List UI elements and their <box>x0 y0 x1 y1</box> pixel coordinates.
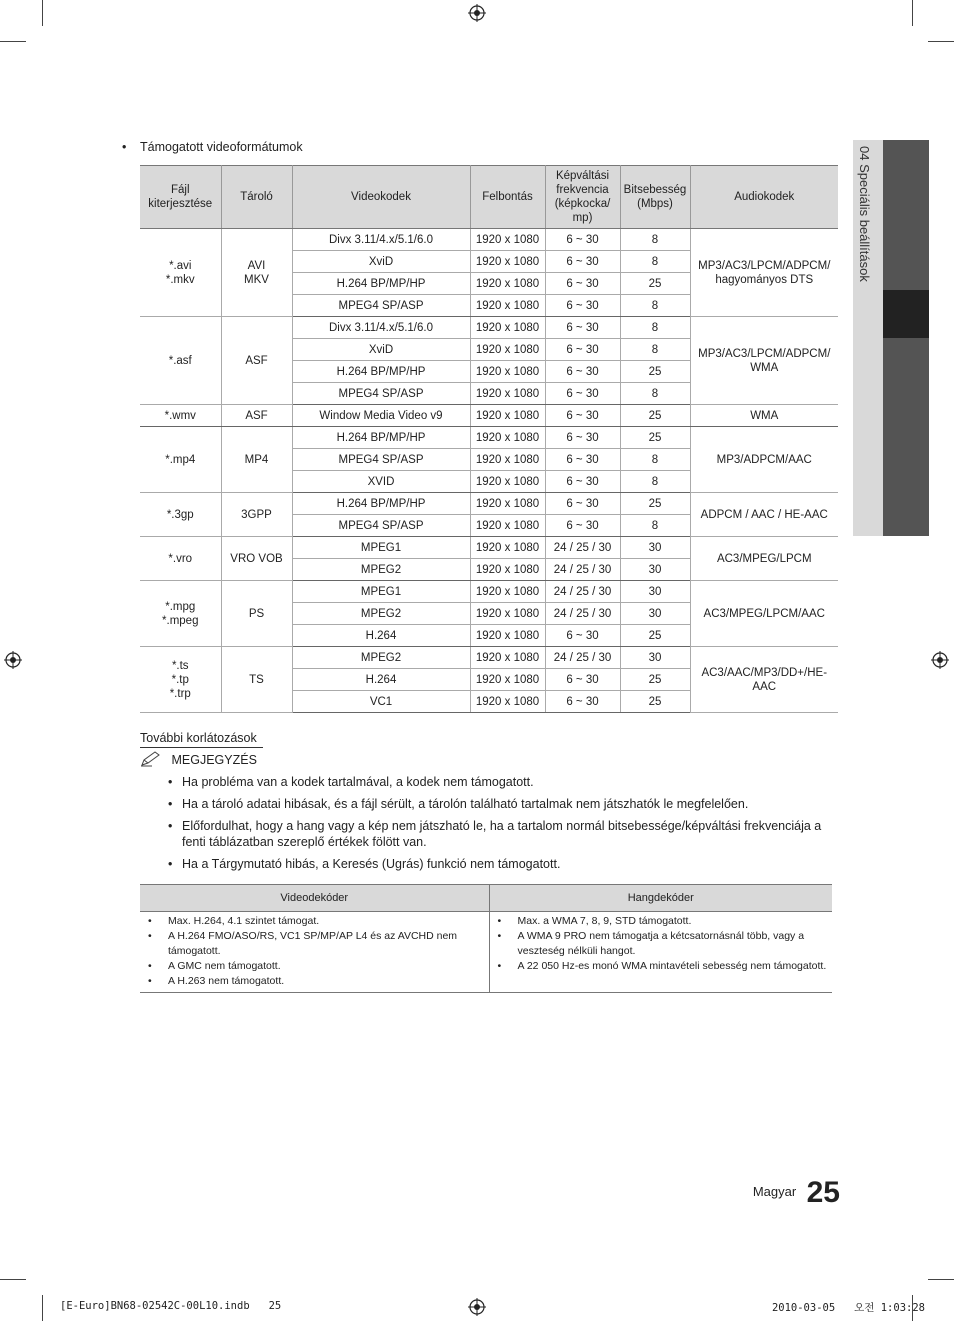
cell-video-codec: MPEG2 <box>292 647 470 669</box>
cell-frame-rate: 6 ~ 30 <box>545 361 620 383</box>
cell-video-codec: MPEG2 <box>292 603 470 625</box>
cell-bitrate: 8 <box>620 471 690 493</box>
cell-resolution: 1920 x 1080 <box>470 625 545 647</box>
cell-video-codec: H.264 BP/MP/HP <box>292 427 470 449</box>
cell-extension: *.asf <box>140 317 221 405</box>
cell-extension: *.mpg *.mpeg <box>140 581 221 647</box>
file-info: [E-Euro]BN68-02542C-00L10.indb 25 <box>60 1300 282 1312</box>
table-row <box>140 581 838 603</box>
list-item: • A 22 050 Hz-es monó WMA mintavételi sebesség nem támogatott. <box>498 959 829 974</box>
restrictions-heading: További korlátozások <box>140 731 263 748</box>
cell-container: VRO VOB <box>221 537 292 581</box>
cell-container: ASF <box>221 405 292 427</box>
audio-decoder-cell <box>489 912 832 993</box>
list-item: • A WMA 9 PRO nem támogatja a kétcsatornásnál több, vagy a veszteség nélküli hangot. <box>498 929 829 959</box>
cell-resolution: 1920 x 1080 <box>470 229 545 251</box>
cell-bitrate: 25 <box>620 493 690 515</box>
cell-video-codec: XviD <box>292 251 470 273</box>
cell-frame-rate: 6 ~ 30 <box>545 405 620 427</box>
cell-resolution: 1920 x 1080 <box>470 317 545 339</box>
cell-frame-rate: 24 / 25 / 30 <box>545 581 620 603</box>
header-frame-rate: Képváltási frekvencia (képkocka/ mp) <box>545 166 620 229</box>
cell-video-codec: VC1 <box>292 691 470 713</box>
cell-resolution: 1920 x 1080 <box>470 493 545 515</box>
cell-resolution: 1920 x 1080 <box>470 515 545 537</box>
crop-mark <box>928 41 954 42</box>
cell-resolution: 1920 x 1080 <box>470 537 545 559</box>
page-number: 25 <box>806 1176 840 1209</box>
cell-frame-rate: 6 ~ 30 <box>545 449 620 471</box>
note-header <box>140 751 257 767</box>
cell-audio-codec: MP3/AC3/LPCM/ADPCM/ WMA <box>690 317 838 405</box>
header-bitrate: Bitsebesség (Mbps) <box>620 166 690 229</box>
cell-resolution: 1920 x 1080 <box>470 339 545 361</box>
cell-bitrate: 30 <box>620 559 690 581</box>
cell-frame-rate: 6 ~ 30 <box>545 295 620 317</box>
cell-container: PS <box>221 581 292 647</box>
cell-resolution: 1920 x 1080 <box>470 273 545 295</box>
cell-bitrate: 8 <box>620 449 690 471</box>
cell-frame-rate: 24 / 25 / 30 <box>545 647 620 669</box>
page-footer <box>700 1176 840 1210</box>
cell-video-codec: MPEG4 SP/ASP <box>292 515 470 537</box>
cell-video-codec: Divx 3.11/4.x/5.1/6.0 <box>292 317 470 339</box>
cell-audio-codec: AC3/MPEG/LPCM <box>690 537 838 581</box>
cell-resolution: 1920 x 1080 <box>470 361 545 383</box>
cell-extension: *.wmv <box>140 405 221 427</box>
cell-video-codec: MPEG1 <box>292 537 470 559</box>
table-row <box>140 317 838 339</box>
cell-bitrate: 8 <box>620 229 690 251</box>
cell-bitrate: 8 <box>620 251 690 273</box>
section-title: • Támogatott videoformátumok <box>122 140 303 154</box>
registration-mark-icon <box>931 651 949 669</box>
cell-video-codec: Window Media Video v9 <box>292 405 470 427</box>
cell-bitrate: 8 <box>620 295 690 317</box>
cell-audio-codec: AC3/AAC/MP3/DD+/HE-AAC <box>690 647 838 713</box>
list-item: • Ha a Tárgymutató hibás, a Keresés (Ugrás) funkció nem támogatott. <box>168 856 838 872</box>
cell-resolution: 1920 x 1080 <box>470 295 545 317</box>
cell-frame-rate: 6 ~ 30 <box>545 625 620 647</box>
cell-video-codec: MPEG1 <box>292 581 470 603</box>
table-row <box>140 427 838 449</box>
cell-resolution: 1920 x 1080 <box>470 559 545 581</box>
cell-bitrate: 8 <box>620 317 690 339</box>
cell-resolution: 1920 x 1080 <box>470 405 545 427</box>
cell-video-codec: Divx 3.11/4.x/5.1/6.0 <box>292 229 470 251</box>
cell-video-codec: H.264 BP/MP/HP <box>292 493 470 515</box>
chapter-label: 04 Speciális beállítások <box>857 146 872 282</box>
cell-video-codec: H.264 BP/MP/HP <box>292 273 470 295</box>
cell-bitrate: 25 <box>620 625 690 647</box>
cell-frame-rate: 6 ~ 30 <box>545 339 620 361</box>
cell-resolution: 1920 x 1080 <box>470 647 545 669</box>
cell-video-codec: H.264 BP/MP/HP <box>292 361 470 383</box>
cell-bitrate: 30 <box>620 581 690 603</box>
cell-resolution: 1920 x 1080 <box>470 603 545 625</box>
cell-bitrate: 25 <box>620 405 690 427</box>
cell-extension: *.mp4 <box>140 427 221 493</box>
cell-bitrate: 25 <box>620 427 690 449</box>
list-item: • A H.263 nem támogatott. <box>148 974 485 989</box>
note-label: MEGJEGYZÉS <box>171 753 257 767</box>
cell-extension: *.vro <box>140 537 221 581</box>
list-item: • A GMC nem támogatott. <box>148 959 485 974</box>
decoder-table <box>140 884 832 993</box>
crop-mark <box>912 0 913 26</box>
cell-video-codec: H.264 <box>292 625 470 647</box>
restrictions-list <box>168 774 838 878</box>
cell-bitrate: 30 <box>620 537 690 559</box>
table-row <box>140 493 838 515</box>
list-item: • A H.264 FMO/ASO/RS, VC1 SP/MP/AP L4 és az AVCHD nem támogatott. <box>148 929 485 959</box>
cell-video-codec: MPEG4 SP/ASP <box>292 449 470 471</box>
cell-bitrate: 25 <box>620 669 690 691</box>
cell-resolution: 1920 x 1080 <box>470 449 545 471</box>
header-extension: Fájl kiterjesztése <box>140 166 221 229</box>
list-item: • Max. a WMA 7, 8, 9, STD támogatott. <box>498 914 829 929</box>
cell-container: ASF <box>221 317 292 405</box>
video-format-table <box>140 165 838 713</box>
cell-frame-rate: 6 ~ 30 <box>545 427 620 449</box>
cell-bitrate: 30 <box>620 603 690 625</box>
footer-language: Magyar <box>752 1184 797 1199</box>
header-audio-codec: Audiokodek <box>690 166 838 229</box>
header-video-codec: Videokodek <box>292 166 470 229</box>
video-decoder-cell <box>140 912 489 993</box>
cell-frame-rate: 6 ~ 30 <box>545 515 620 537</box>
crop-mark <box>0 1279 26 1280</box>
cell-bitrate: 25 <box>620 273 690 295</box>
crop-mark <box>42 1295 43 1321</box>
crop-mark <box>928 1279 954 1280</box>
cell-video-codec: MPEG4 SP/ASP <box>292 295 470 317</box>
cell-container: AVI MKV <box>221 229 292 317</box>
list-item: • Ha probléma van a kodek tartalmával, a kodek nem támogatott. <box>168 774 838 790</box>
cell-video-codec: XVID <box>292 471 470 493</box>
chapter-side-tab <box>853 140 929 536</box>
cell-resolution: 1920 x 1080 <box>470 383 545 405</box>
audio-decoder-header: Hangdekóder <box>489 885 832 912</box>
table-row <box>140 647 838 669</box>
cell-bitrate: 8 <box>620 383 690 405</box>
cell-audio-codec: MP3/AC3/LPCM/ADPCM/ hagyományos DTS <box>690 229 838 317</box>
cell-extension: *.avi *.mkv <box>140 229 221 317</box>
cell-frame-rate: 6 ~ 30 <box>545 383 620 405</box>
cell-bitrate: 30 <box>620 647 690 669</box>
table-row <box>140 405 838 427</box>
header-container: Tároló <box>221 166 292 229</box>
cell-bitrate: 8 <box>620 339 690 361</box>
cell-audio-codec: AC3/MPEG/LPCM/AAC <box>690 581 838 647</box>
header-resolution: Felbontás <box>470 166 545 229</box>
table-row <box>140 229 838 251</box>
cell-container: 3GPP <box>221 493 292 537</box>
cell-resolution: 1920 x 1080 <box>470 581 545 603</box>
video-decoder-header: Videodekóder <box>140 885 489 912</box>
registration-mark-icon <box>468 4 486 22</box>
cell-frame-rate: 6 ~ 30 <box>545 229 620 251</box>
crop-mark <box>42 0 43 26</box>
cell-frame-rate: 6 ~ 30 <box>545 493 620 515</box>
note-pencil-icon <box>140 751 162 767</box>
cell-audio-codec: MP3/ADPCM/AAC <box>690 427 838 493</box>
cell-video-codec: H.264 <box>292 669 470 691</box>
cell-extension: *.ts *.tp *.trp <box>140 647 221 713</box>
list-item: • Előfordulhat, hogy a hang vagy a kép nem játszható le, ha a tartalom normál bitsebessége/képváltási frekvenciája a fenti táblázatban szereplő értékek fölött van. <box>168 818 838 850</box>
list-item: • Max. H.264, 4.1 szintet támogat. <box>148 914 485 929</box>
print-timestamp: 2010-03-05 오전 1:03:28 <box>771 1302 925 1314</box>
cell-bitrate: 25 <box>620 691 690 713</box>
cell-bitrate: 8 <box>620 515 690 537</box>
crop-mark <box>0 41 26 42</box>
cell-frame-rate: 24 / 25 / 30 <box>545 559 620 581</box>
cell-frame-rate: 6 ~ 30 <box>545 691 620 713</box>
cell-resolution: 1920 x 1080 <box>470 427 545 449</box>
registration-mark-icon <box>468 1298 486 1316</box>
cell-frame-rate: 6 ~ 30 <box>545 471 620 493</box>
table-row <box>140 537 838 559</box>
cell-audio-codec: WMA <box>690 405 838 427</box>
cell-audio-codec: ADPCM / AAC / HE-AAC <box>690 493 838 537</box>
cell-frame-rate: 6 ~ 30 <box>545 273 620 295</box>
cell-frame-rate: 6 ~ 30 <box>545 669 620 691</box>
cell-resolution: 1920 x 1080 <box>470 471 545 493</box>
registration-mark-icon <box>4 651 22 669</box>
bullet: • <box>122 140 127 154</box>
cell-frame-rate: 24 / 25 / 30 <box>545 603 620 625</box>
cell-resolution: 1920 x 1080 <box>470 691 545 713</box>
cell-extension: *.3gp <box>140 493 221 537</box>
cell-video-codec: XviD <box>292 339 470 361</box>
cell-resolution: 1920 x 1080 <box>470 251 545 273</box>
cell-bitrate: 25 <box>620 361 690 383</box>
cell-container: TS <box>221 647 292 713</box>
cell-frame-rate: 24 / 25 / 30 <box>545 537 620 559</box>
cell-frame-rate: 6 ~ 30 <box>545 317 620 339</box>
cell-video-codec: MPEG2 <box>292 559 470 581</box>
list-item: • Ha a tároló adatai hibásak, és a fájl sérült, a tárolón található tartalmak nem játszhatók le megfelelően. <box>168 796 838 812</box>
cell-resolution: 1920 x 1080 <box>470 669 545 691</box>
cell-video-codec: MPEG4 SP/ASP <box>292 383 470 405</box>
cell-container: MP4 <box>221 427 292 493</box>
cell-frame-rate: 6 ~ 30 <box>545 251 620 273</box>
